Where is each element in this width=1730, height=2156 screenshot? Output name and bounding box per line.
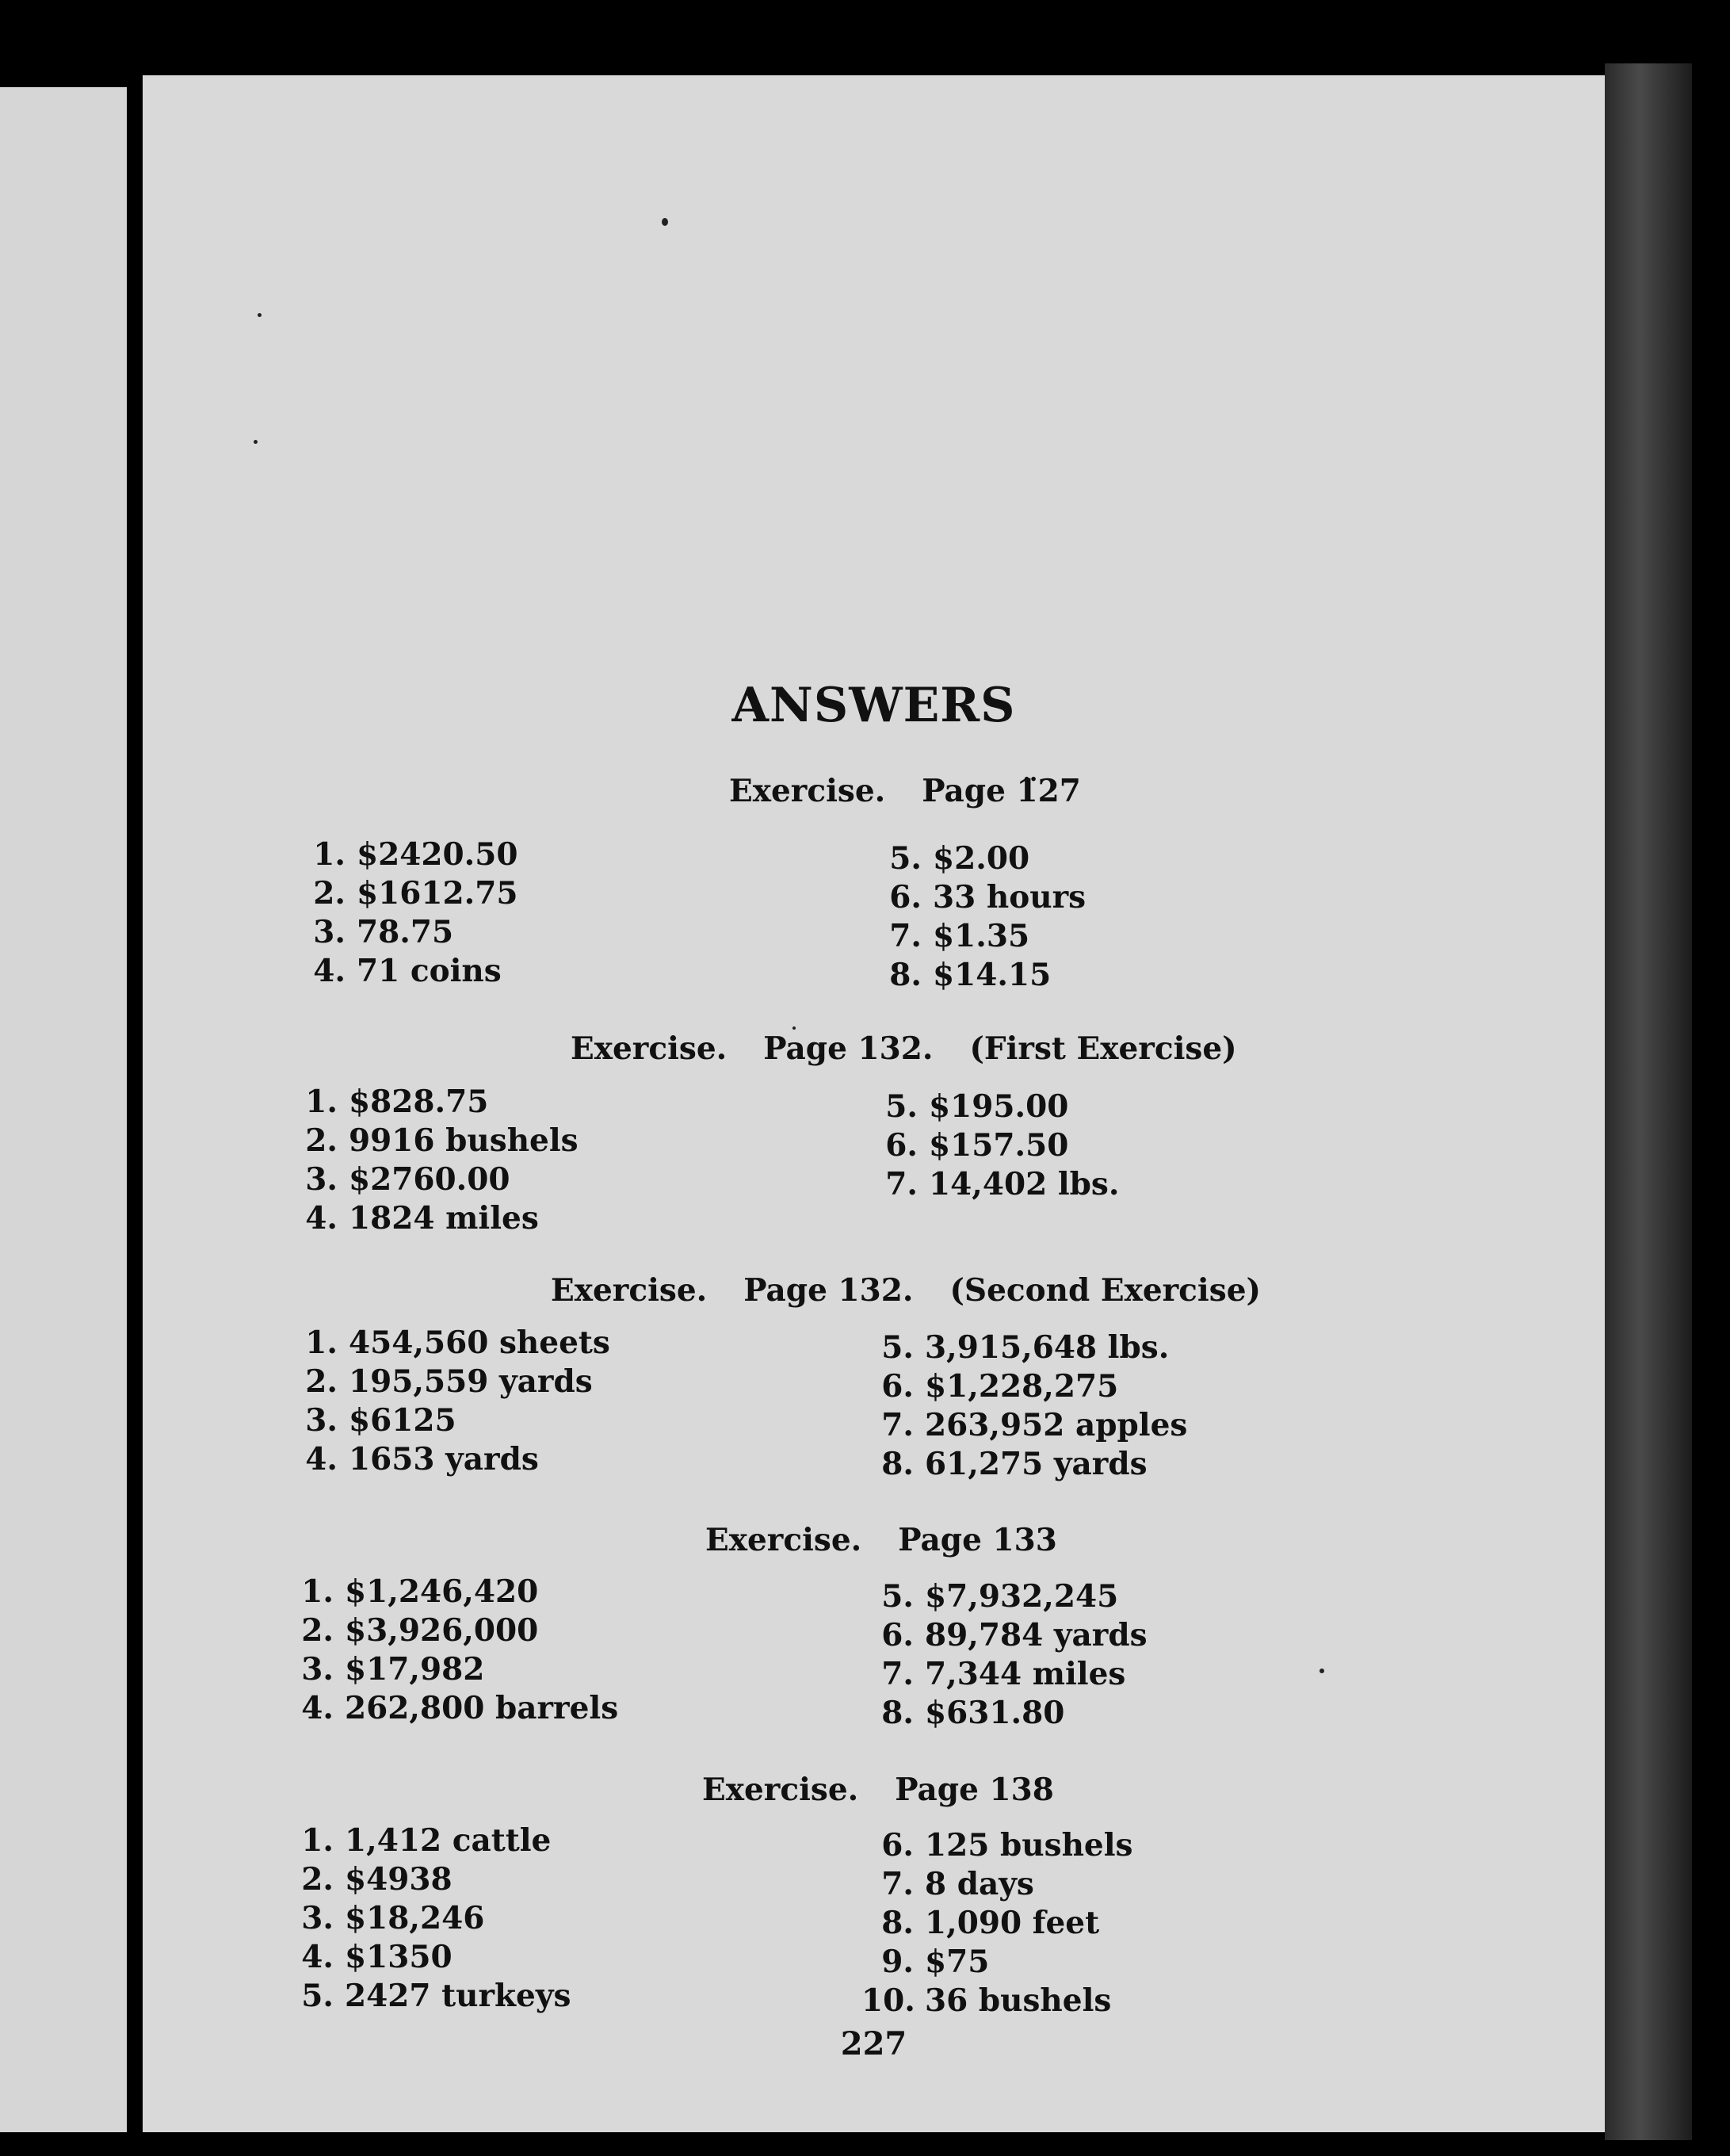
answer-item: 3. $17,982 (301, 1651, 485, 1688)
answer-item: 6. $157.50 (885, 1127, 1069, 1164)
answer-item: 4. 262,800 barrels (301, 1690, 619, 1726)
answer-item: 8. 61,275 yards (881, 1446, 1148, 1482)
answer-item: 6. 89,784 yards (881, 1617, 1148, 1653)
answer-item: 5. $195.00 (885, 1088, 1069, 1125)
scan-speck (792, 1026, 796, 1030)
section-heading: Exercise. Page 132. (Second Exercise) (551, 1272, 1261, 1309)
answer-item: 7. 8 days (881, 1866, 1034, 1902)
scan-speck (254, 440, 258, 444)
scan-speck (258, 313, 262, 317)
answer-item: 7. 263,952 apples (881, 1407, 1188, 1443)
answer-item: 7. 14,402 lbs. (885, 1166, 1120, 1202)
answer-item: 3. $6125 (305, 1402, 456, 1439)
answer-item: 5. 2427 turkeys (301, 1978, 571, 2014)
answer-item: 7. $1.35 (889, 918, 1030, 954)
answer-item: 4. 71 coins (313, 953, 502, 989)
answer-item: 1. $828.75 (305, 1084, 489, 1120)
answer-item: 8. $14.15 (889, 957, 1052, 993)
answer-item: 6. 33 hours (889, 879, 1087, 916)
answer-item: 1. 1,412 cattle (301, 1822, 552, 1859)
heading-exercise: Exercise. (729, 773, 886, 809)
answer-item: 5. $2.00 (889, 840, 1030, 877)
answer-item: 2. $1612.75 (313, 875, 518, 912)
answer-item: 8. $631.80 (881, 1695, 1065, 1731)
answer-item: 4. 1824 miles (305, 1200, 539, 1237)
book-page (143, 75, 1605, 2132)
answer-item: 1. 454,560 sheets (305, 1325, 610, 1361)
answer-item: 4. $1350 (301, 1939, 453, 1975)
page-content (143, 75, 1605, 2132)
answer-item: 1. $2420.50 (313, 836, 518, 873)
page-number: 227 (840, 2025, 907, 2062)
scan-speck (1319, 1669, 1324, 1673)
answer-item: 2. 9916 bushels (305, 1122, 579, 1159)
answer-item: 3. $2760.00 (305, 1161, 510, 1198)
answer-item: 1. $1,246,420 (301, 1573, 539, 1610)
heading-page: Page 1̈27 (922, 773, 1081, 809)
answer-item: 5. 3,915,648 lbs. (881, 1329, 1170, 1366)
left-page-edge (0, 87, 127, 2132)
answer-item: 8. 1,090 feet (881, 1905, 1100, 1941)
answer-item: 4. 1653 yards (305, 1441, 539, 1477)
answer-item: 7. 7,344 miles (881, 1656, 1126, 1692)
section-heading: Exercise. Page 132. (First Exercise) (571, 1030, 1237, 1067)
answer-item: 2. $3,926,000 (301, 1612, 539, 1649)
section-heading: Exercise. Page 133 (705, 1522, 1057, 1558)
section-heading: Exercise. Page 138 (702, 1772, 1054, 1808)
answer-item: 5. $7,932,245 (881, 1578, 1119, 1615)
answer-item: 2. $4938 (301, 1861, 453, 1898)
section-heading (729, 773, 1117, 809)
book-spine (1605, 63, 1692, 2140)
answer-item: 10. 36 bushels (861, 1982, 1112, 2019)
answer-item: 9. $75 (881, 1944, 990, 1980)
answer-item: 3. $18,246 (301, 1900, 485, 1936)
page-title: ANSWERS (731, 678, 1016, 733)
scan-speck (662, 218, 668, 226)
answer-item: 6. $1,228,275 (881, 1368, 1119, 1405)
answer-item: 6. 125 bushels (881, 1827, 1133, 1864)
answer-item: 3. 78.75 (313, 914, 454, 950)
answer-item: 2. 195,559 yards (305, 1363, 593, 1400)
